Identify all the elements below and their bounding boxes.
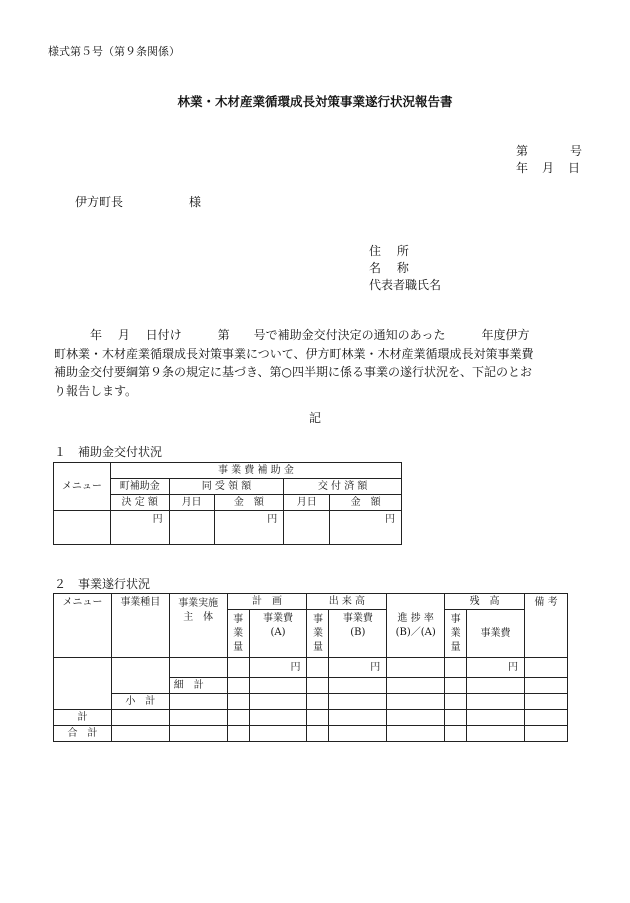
- t2-progress-header: [387, 594, 445, 658]
- t2-menu-cell[interactable]: [54, 658, 112, 710]
- t2-cell[interactable]: [445, 694, 467, 710]
- t2-actual-cost-cell[interactable]: [329, 658, 387, 678]
- document-title: 林業・木材産業循環成長対策事業遂行状況報告書: [177, 94, 453, 109]
- t2-progress-cell[interactable]: [387, 658, 445, 678]
- t2-cell[interactable]: [387, 694, 445, 710]
- qty-char: 事: [312, 613, 323, 625]
- t2-cell[interactable]: [467, 726, 525, 742]
- t2-cell[interactable]: [227, 710, 249, 726]
- t1-paid-amount-header: 金 額: [330, 495, 402, 511]
- t2-actual-qty-cell[interactable]: [307, 658, 329, 678]
- t2-cell[interactable]: [524, 726, 567, 742]
- document-number: [516, 145, 582, 157]
- t2-cell[interactable]: [524, 694, 567, 710]
- t2-cell[interactable]: [111, 710, 169, 726]
- cost-b-label: (B): [350, 627, 366, 638]
- body-paragraph: [54, 326, 590, 400]
- t2-detail-total-label: 細 計: [169, 678, 227, 694]
- t1-menu-cell[interactable]: [54, 511, 111, 545]
- yen-unit: 円: [290, 662, 301, 673]
- t2-cell[interactable]: [445, 710, 467, 726]
- t2-cell[interactable]: [329, 678, 387, 694]
- t2-cell[interactable]: [169, 694, 227, 710]
- section1-heading: １ 補助金交付状況: [54, 445, 163, 459]
- t2-plan-qty-header: [227, 610, 249, 658]
- qty-char: 量: [450, 641, 461, 653]
- t1-paid-date-cell[interactable]: [284, 511, 330, 545]
- t2-cell[interactable]: [307, 710, 329, 726]
- body-line-1: 年 月 日付け 第 号で補助金交付決定の通知のあった 年度伊方: [54, 328, 530, 342]
- qty-char: 量: [233, 641, 244, 653]
- yen-unit: 円: [152, 514, 163, 525]
- qty-char: 業: [312, 627, 323, 639]
- t2-cell[interactable]: [307, 678, 329, 694]
- t2-cell[interactable]: [249, 694, 307, 710]
- t2-cell[interactable]: [307, 694, 329, 710]
- t2-cell[interactable]: [329, 710, 387, 726]
- t2-cell[interactable]: [467, 678, 525, 694]
- t2-cell[interactable]: [111, 726, 169, 742]
- t2-executor-line-1: 事業実施: [178, 598, 219, 609]
- qty-char: 業: [233, 627, 244, 639]
- t2-cell[interactable]: [227, 694, 249, 710]
- t1-received-header: 同 受 領 額: [169, 479, 284, 495]
- t1-received-date-header: 月日: [169, 495, 214, 511]
- t2-progress-line-2: (B)／(A): [395, 626, 436, 638]
- t2-remaining-qty-header: [445, 610, 467, 658]
- t1-received-amount-cell[interactable]: [214, 511, 284, 545]
- t2-grand-total-label: 合 計: [54, 726, 112, 742]
- t2-project-type-cell[interactable]: [111, 658, 169, 694]
- t2-cell[interactable]: [387, 678, 445, 694]
- yen-unit: 円: [267, 514, 278, 525]
- section2-heading: ２ 事業遂行状況: [54, 577, 151, 591]
- cost-a-label: (A): [270, 627, 286, 638]
- t2-remaining-cost-header: 事業費: [467, 610, 525, 658]
- number-dai: 第: [516, 144, 529, 158]
- t2-cell[interactable]: [329, 694, 387, 710]
- ki-heading: 記: [308, 411, 321, 425]
- t2-subtotal-label: 小 計: [111, 694, 169, 710]
- t2-cell[interactable]: [467, 710, 525, 726]
- t1-town-subsidy-header-1: 町補助金: [110, 479, 169, 495]
- t2-actual-header: 出 来 高: [307, 594, 387, 610]
- date-month: 月: [542, 161, 555, 175]
- cost-label: 事業費: [342, 613, 373, 624]
- t1-group-header: 事 業 費 補 助 金: [110, 463, 401, 479]
- t2-cell[interactable]: [329, 726, 387, 742]
- t2-cell[interactable]: [227, 726, 249, 742]
- t2-progress-line-1: 進 捗 率: [397, 612, 434, 624]
- t2-cell[interactable]: [169, 710, 227, 726]
- body-line-3: 補助金交付要綱第９条の規定に基づき、第○四半期に係る事業の遂行状況を、下記のとお: [54, 365, 532, 379]
- t2-executor-line-2: 主 体: [183, 612, 214, 623]
- name-label: 名 称: [369, 261, 415, 275]
- t2-plan-cost-cell[interactable]: [249, 658, 307, 678]
- t1-paid-date-header: 月日: [284, 495, 330, 511]
- t1-town-subsidy-header-2: 決 定 額: [110, 495, 169, 511]
- form-number: 様式第５号（第９条関係）: [48, 45, 180, 58]
- document-date: [516, 162, 594, 174]
- subsidy-status-table: [53, 462, 402, 545]
- t1-paid-header: 交 付 済 額: [284, 479, 402, 495]
- t2-cell[interactable]: [524, 678, 567, 694]
- t2-cell[interactable]: [467, 694, 525, 710]
- t2-actual-cost-header: [329, 610, 387, 658]
- qty-char: 業: [450, 627, 461, 639]
- number-go: 号: [570, 144, 583, 158]
- t2-remarks-cell[interactable]: [524, 658, 567, 678]
- t1-received-amount-header: 金 額: [214, 495, 284, 511]
- yen-unit: 円: [507, 662, 518, 673]
- addressee-name: 伊方町長: [75, 195, 124, 209]
- t2-cell[interactable]: [307, 726, 329, 742]
- t1-received-date-cell[interactable]: [169, 511, 214, 545]
- t2-total-label: 計: [54, 710, 112, 726]
- yen-unit: 円: [370, 662, 381, 673]
- project-status-table: [53, 593, 568, 742]
- body-line-2: 町林業・木材産業循環成長対策事業について、伊方町林業・木材産業循環成長対策事業費: [54, 346, 534, 361]
- t2-cell[interactable]: [249, 710, 307, 726]
- t2-executor-header: [169, 594, 227, 658]
- address-label: 住 所: [369, 244, 415, 258]
- t1-menu-header: メニュー: [54, 463, 111, 511]
- body-line-4: り報告します。: [54, 383, 138, 398]
- t2-cell[interactable]: [249, 678, 307, 694]
- yen-unit: 円: [385, 514, 395, 525]
- t2-plan-cost-header: [249, 610, 307, 658]
- t2-remaining-header: 残 高: [445, 594, 525, 610]
- t2-plan-header: 計 画: [227, 594, 307, 610]
- t2-project-type-header: 事業種目: [111, 594, 169, 658]
- t2-cell[interactable]: [445, 678, 467, 694]
- addressee: [75, 196, 201, 208]
- representative-label: 代表者職氏名: [369, 278, 442, 292]
- date-day: 日: [568, 161, 581, 175]
- t2-cell[interactable]: [445, 726, 467, 742]
- t2-cell[interactable]: [524, 710, 567, 726]
- t2-remarks-header: 備 考: [524, 594, 567, 658]
- t2-actual-qty-header: [307, 610, 329, 658]
- qty-char: 事: [450, 613, 461, 625]
- t2-cell[interactable]: [387, 710, 445, 726]
- t2-remaining-qty-cell[interactable]: [445, 658, 467, 678]
- t1-paid-amount-cell[interactable]: [330, 511, 402, 545]
- addressee-honorific: 様: [189, 195, 202, 209]
- cost-label: 事業費: [263, 613, 294, 624]
- qty-char: 量: [312, 641, 323, 653]
- t2-menu-header: メニュー: [54, 594, 112, 658]
- t1-town-subsidy-cell[interactable]: [110, 511, 169, 545]
- qty-char: 事: [233, 613, 244, 625]
- t2-remaining-cost-cell[interactable]: [467, 658, 525, 678]
- t2-plan-qty-cell[interactable]: [227, 658, 249, 678]
- t2-executor-cell[interactable]: [169, 658, 227, 678]
- t2-cell[interactable]: [169, 726, 227, 742]
- t2-cell[interactable]: [387, 726, 445, 742]
- date-year: 年: [516, 161, 529, 175]
- t2-cell[interactable]: [249, 726, 307, 742]
- t2-cell[interactable]: [227, 678, 249, 694]
